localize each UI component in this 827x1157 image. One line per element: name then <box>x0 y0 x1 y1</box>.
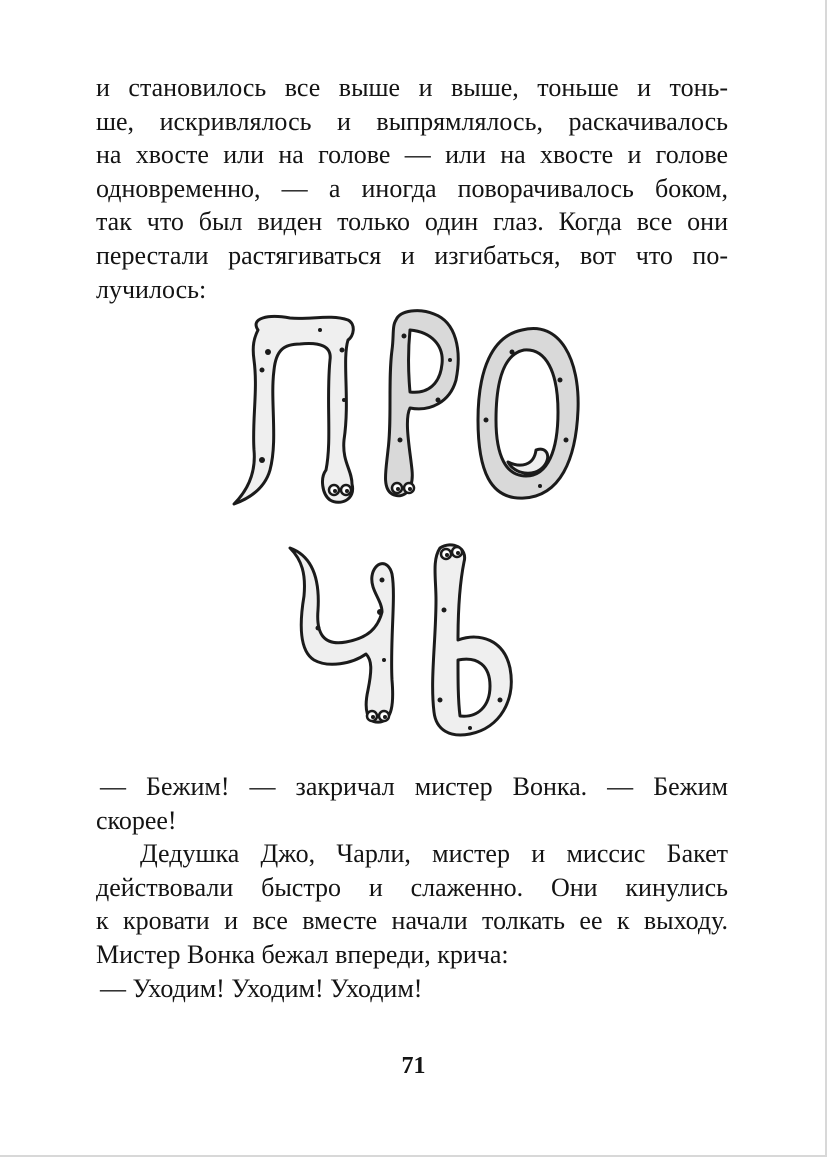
text-line: — Уходим! Уходим! Уходим! <box>100 973 423 1003</box>
text-line: на хвосте или на голове — или на хвосте и голове <box>96 140 728 170</box>
paragraph-top <box>96 71 728 306</box>
worm-letter-pe <box>234 317 353 505</box>
text-line: Мистер Вонка бежал впереди, крича: <box>96 939 509 969</box>
text-line: и становилось все выше и выше, тоньше и тонь- <box>96 73 728 102</box>
worm-letter-er <box>386 311 459 496</box>
text-line: действовали быстро и слаженно. Они кинулись <box>96 872 728 902</box>
worm-letter-soft-sign <box>433 545 512 735</box>
text-line: к кровати и все вместе начали толкать ее к выходу. <box>96 906 728 936</box>
text-line: перестали растягиваться и изгибаться, вот что по- <box>96 240 728 270</box>
text-line: так что был виден только один глаз. Когда все они <box>96 207 728 237</box>
text-line: ше, искривлялось и выпрямлялось, раскачивалось <box>96 106 728 136</box>
worm-letter-o <box>478 328 578 498</box>
worm-letter-che <box>290 548 393 722</box>
paragraph-dialogue <box>96 770 728 1005</box>
text-line: лучилось: <box>96 274 207 304</box>
page-number: 71 <box>401 1053 426 1079</box>
text-line: — Бежим! — закричал мистер Вонка. — Бежим <box>100 772 728 801</box>
text-line: Дедушка Джо, Чарли, мистер и миссис Бакет <box>140 839 728 869</box>
text-line: скорее! <box>96 805 177 835</box>
text-line: одновременно, — а иногда поворачивалось боком, <box>96 173 728 203</box>
